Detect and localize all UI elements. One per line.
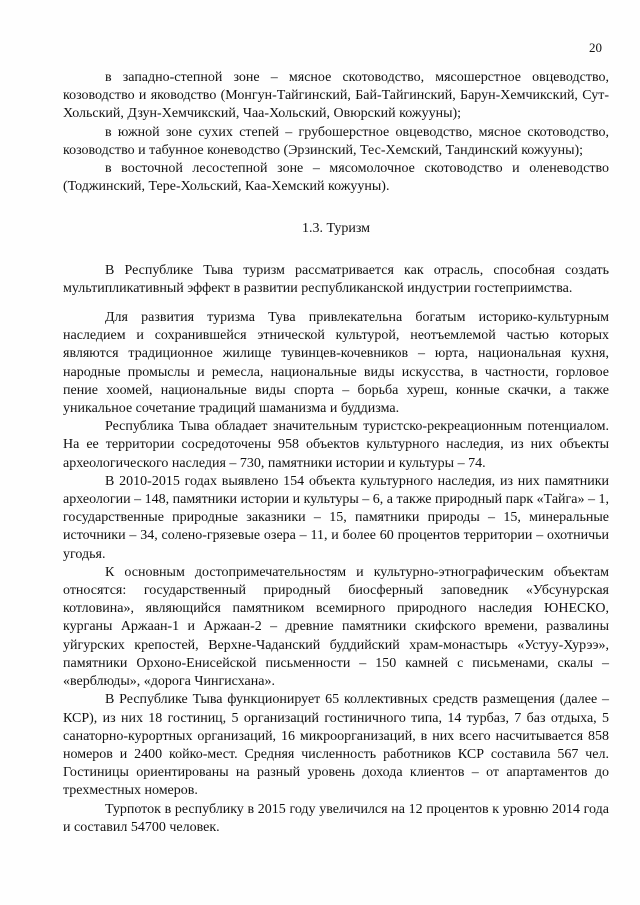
section-heading: 1.3. Туризм <box>301 221 371 237</box>
heritage-paragraph: Для развития туризма Тува привлекательна богатым историко-культурным наследием и сохранившейся этнической культурой, неотъемлемой частью которых являются традиционное жилище тувинцев-кочевников – юрта, национальная кухня, народные промыслы и ремесла, национальные виды искусства, в частности, горловое пение хоомей, национальные виды спорта – борьба хуреш, конные скачки, а также уникальное сочетание традиций шаманизма и буддизма. <box>63 310 609 417</box>
page-number: 20 <box>589 40 602 55</box>
identified-objects-paragraph: В 2010-2015 годах выявлено 154 объекта культурного наследия, из них памятники археологии – 148, памятники истории и культуры – 6, а также природный парк «Тайга» – 1, государственные природные заказники – 15, памятники природы – 15, минеральные источники – 34, солено-грязевые озера – 11, и более 60 процентов территории – охотничьи угодья. <box>63 473 609 562</box>
zone-south-paragraph: в южной зоне сухих степей – грубошерстное овцеводство, мясное скотоводство, козоводство и табунное коневодство (Эрзинский, Тес-Хемский, Тандинский кожууны); <box>63 124 609 158</box>
accommodation-paragraph: В Республике Тыва функционирует 65 коллективных средств размещения (далее – КСР), из них 18 гостиниц, 5 организаций гостиничного типа, 14 турбаз, 7 баз отдыха, 5 санаторно-курортных организаций, 16 микроорганизаций, в них всего насчитывается 858 номеров и 2400 койко-мест. Средняя численность работников КСР составила 567 чел. Гостиницы ориентированы на разный уровень дохода клиентов – от апартаментов до трехместных номеров. <box>63 692 609 799</box>
attractions-paragraph: К основным достопримечательностям и культурно-этнографическим объектам относятся: государственный природный биосферный заповедник «Убсунурская котловина», являющийся памятником всемирного природного наследия ЮНЕСКО, курганы Аржаан-1 и Аржаан-2 – древние памятники скифского времени, развалины уйгурских крепостей, Верхне-Чаданский буддийский храм-монастырь «Устуу-Хурээ», памятники Орхоно-Енисейской письменности – 150 камней с письменами, скалы – «верблюды», «дорога Чингисхана». <box>63 564 609 690</box>
zone-east-paragraph: в восточной лесостепной зоне – мясомолочное скотоводство и оленеводство (Тоджинский, Тере-Хольский, Каа-Хемский кожууны). <box>63 161 609 195</box>
recreational-potential-paragraph: Республика Тыва обладает значительным туристско-рекреационным потенциалом. На ее территории сосредоточены 958 объектов культурного наследия, из них объекты археологического наследия – 730, памятники истории и культуры – 74. <box>63 419 609 471</box>
tourist-flow-paragraph: Турпоток в республику в 2015 году увеличился на 12 процентов к уровню 2014 года и составил 54700 человек. <box>63 801 609 835</box>
zone-west-paragraph: в западно-степной зоне – мясное скотоводство, мясошерстное овцеводство, козоводство и яководство (Монгун-Тайгинский, Бай-Тайгинский, Барун-Хемчикский, Сут-Хольский, Дзун-Хемчикский, Чаа-Хольский, Овюрский кожууны); <box>63 70 609 122</box>
document-body <box>63 69 609 837</box>
tourism-intro-paragraph: В Республике Тыва туризм рассматривается как отрасль, способная создать мультипликативный эффект в развитии республиканской индустрии гостеприимства. <box>63 262 609 296</box>
